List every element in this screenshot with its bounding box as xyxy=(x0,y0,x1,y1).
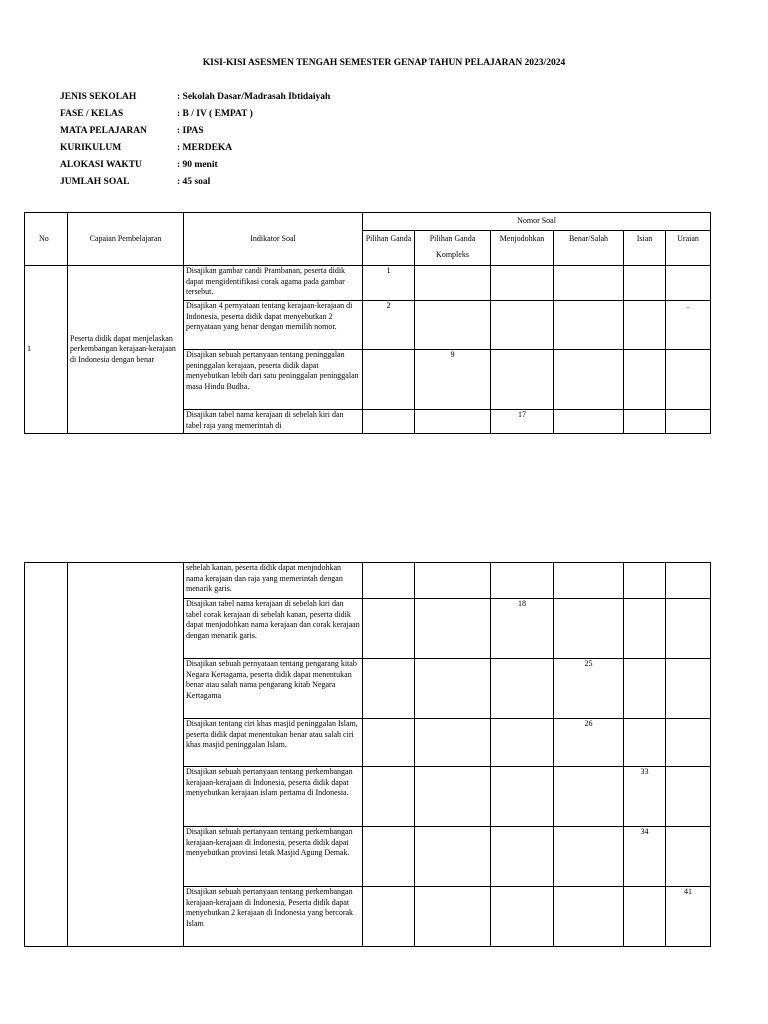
header-nomor-soal: Nomor Soal xyxy=(363,213,711,231)
mj-cell xyxy=(491,266,554,301)
kisi-kisi-table-page-2 xyxy=(24,562,711,947)
bs-cell xyxy=(554,350,624,410)
pgk-cell xyxy=(415,301,491,350)
is-cell xyxy=(624,719,666,767)
indikator-cell: Disajikan tabel nama kerajaan di sebelah kiri dan tabel raja yang memerintah di xyxy=(184,410,363,434)
meta-value: : 45 soal xyxy=(177,177,211,187)
pgk-cell xyxy=(415,719,491,767)
indikator-cell: Disajikan sebuah pertanyaan tentang perkembangan kerajaan-kerajaan di Indonesia, Peserta didik dapat menyebutkan 2 kerajaan di Indonesia yang bercorak Islam xyxy=(184,887,363,947)
pg-cell xyxy=(363,659,415,719)
meta-row-jenis-sekolah xyxy=(60,92,330,109)
header-indikator: Indikator Soal xyxy=(184,213,363,266)
indikator-cell: Disajikan sebuah pertanyaan tentang perkembangan kerajaan-kerajaan di Indonesia, peserta didik dapat menyebutkan provinsi letak Masjid Agung Demak. xyxy=(184,827,363,887)
capaian-cell: Peserta didik dapat menjelaskan perkembangan kerajaan-kerajaan di Indonesia dengan benar xyxy=(68,266,184,434)
meta-value: : Sekolah Dasar/Madrasah Ibtidaiyah xyxy=(177,92,331,102)
mj-cell: 17 xyxy=(491,410,554,434)
pg-cell xyxy=(363,410,415,434)
mj-cell xyxy=(491,827,554,887)
mj-cell xyxy=(491,887,554,947)
kisi-kisi-table-page-1 xyxy=(24,212,711,434)
meta-key: MATA PELAJARAN xyxy=(60,126,147,136)
is-cell: 34 xyxy=(624,827,666,887)
indikator-cell: Disajikan sebuah pertanyaan tentang perkembangan kerajaan-kerajaan di Indonesia, peserta didik dapat menyebutkan kerajaan islam pertama di Indonesia. xyxy=(184,767,363,827)
is-cell xyxy=(624,887,666,947)
is-cell: 33 xyxy=(624,767,666,827)
pgk-cell xyxy=(415,599,491,659)
meta-row-alokasi-waktu xyxy=(60,160,330,177)
indikator-cell: Disajikan gambar candi Prambanan, peserta didik dapat mengidentifikasi corak agama pada gambar tersebut. xyxy=(184,266,363,301)
is-cell xyxy=(624,659,666,719)
mj-cell xyxy=(491,301,554,350)
is-cell xyxy=(624,301,666,350)
pgk-cell xyxy=(415,410,491,434)
bs-cell xyxy=(554,599,624,659)
row-number-empty xyxy=(25,563,68,947)
bs-cell xyxy=(554,563,624,599)
ur-cell: 41 xyxy=(666,887,711,947)
header-pilihan-ganda-kompleks: Pilihan Ganda Kompleks xyxy=(415,231,491,266)
meta-row-jumlah-soal xyxy=(60,177,330,194)
meta-row-fase-kelas xyxy=(60,109,330,126)
document-meta xyxy=(60,92,330,194)
ur-cell xyxy=(666,767,711,827)
mj-cell xyxy=(491,563,554,599)
header-pilihan-ganda: Pilihan Ganda xyxy=(363,231,415,266)
indikator-cell: Disajikan tentang ciri khas masjid peninggalan Islam, peserta didik dapat menentukan benar atau salah ciri khas masjid peninggalan Islam. xyxy=(184,719,363,767)
pgk-cell xyxy=(415,659,491,719)
pg-cell xyxy=(363,599,415,659)
pg-cell: 1 xyxy=(363,266,415,301)
ur-cell xyxy=(666,827,711,887)
ur-cell: . xyxy=(666,301,711,350)
meta-key: FASE / KELAS xyxy=(60,109,124,119)
ur-cell xyxy=(666,659,711,719)
indikator-cell: Disajikan sebuah pernyataan tentang pengarang kitab Negara Kertagama, peserta didik dapat menentukan benar atau salah nama pengarang kitab Negara Kertagama xyxy=(184,659,363,719)
indikator-cell: Disajikan tabel nama kerajaan di sebelah kiri dan tabel corak kerajaan di sebelah kanan, peserta didik dapat menjodohkan nama kerajaan dan corak kerajaan dengan menarik garis. xyxy=(184,599,363,659)
bs-cell xyxy=(554,827,624,887)
meta-value: : B / IV ( EMPAT ) xyxy=(177,109,253,119)
ur-cell xyxy=(666,719,711,767)
is-cell xyxy=(624,266,666,301)
bs-cell xyxy=(554,767,624,827)
pg-cell xyxy=(363,719,415,767)
mj-cell xyxy=(491,767,554,827)
header-capaian: Capaian Pembelajaran xyxy=(68,213,184,266)
is-cell xyxy=(624,599,666,659)
header-isian: Isian xyxy=(624,231,666,266)
indikator-cell: Disajikan sebuah pertanyaan tentang peninggalan peninggalan kerajaan, peserta didik dapat menyebutkan lebih dari satu peninggalan peninggalan masa Hindu Budha. xyxy=(184,350,363,410)
meta-value: : IPAS xyxy=(177,126,204,136)
capaian-cell-empty xyxy=(68,563,184,947)
is-cell xyxy=(624,563,666,599)
meta-key: ALOKASI WAKTU xyxy=(60,160,142,170)
pg-cell: 2 xyxy=(363,301,415,350)
pg-cell xyxy=(363,827,415,887)
ur-cell xyxy=(666,350,711,410)
meta-row-mata-pelajaran xyxy=(60,126,330,143)
pgk-cell xyxy=(415,266,491,301)
document-title: KISI-KISI ASESMEN TENGAH SEMESTER GENAP TAHUN PELAJARAN 2023/2024 xyxy=(202,58,566,68)
indikator-cell: sebelah kanan, peserta didik dapat menjodohkan nama kerajaan dan raja yang memerintah dengan menarik garis. xyxy=(184,563,363,599)
meta-key: JENIS SEKOLAH xyxy=(60,92,137,102)
pg-cell xyxy=(363,767,415,827)
indikator-cell: Disajikan 4 pernyataan tentang kerajaan-kerajaan di Indonesia, peserta didik dapat menyebutkan 2 pernyataan yang benar dengan memilih nomor. xyxy=(184,301,363,350)
pgk-cell xyxy=(415,767,491,827)
pgk-cell: 9 xyxy=(415,350,491,410)
mj-cell xyxy=(491,350,554,410)
mj-cell xyxy=(491,719,554,767)
header-no: No xyxy=(25,213,68,266)
table-row xyxy=(25,563,711,599)
mj-cell xyxy=(491,659,554,719)
row-number: 1 xyxy=(25,266,68,434)
header-benar-salah: Benar/Salah xyxy=(554,231,624,266)
table-row xyxy=(25,266,711,301)
is-cell xyxy=(624,410,666,434)
bs-cell xyxy=(554,266,624,301)
is-cell xyxy=(624,350,666,410)
pgk-cell xyxy=(415,887,491,947)
meta-value: : MERDEKA xyxy=(177,143,233,153)
meta-key: JUMLAH SOAL xyxy=(60,177,130,187)
bs-cell: 26 xyxy=(554,719,624,767)
pg-cell xyxy=(363,563,415,599)
bs-cell xyxy=(554,301,624,350)
pg-cell xyxy=(363,350,415,410)
pgk-cell xyxy=(415,827,491,887)
ur-cell xyxy=(666,410,711,434)
ur-cell xyxy=(666,563,711,599)
header-uraian: Uraian xyxy=(666,231,711,266)
bs-cell: 25 xyxy=(554,659,624,719)
bs-cell xyxy=(554,410,624,434)
meta-key: KURIKULUM xyxy=(60,143,122,153)
meta-value: : 90 menit xyxy=(177,160,218,170)
ur-cell xyxy=(666,599,711,659)
meta-row-kurikulum xyxy=(60,143,330,160)
ur-cell xyxy=(666,266,711,301)
pgk-cell xyxy=(415,563,491,599)
bs-cell xyxy=(554,887,624,947)
mj-cell: 18 xyxy=(491,599,554,659)
header-menjodohkan: Menjodohkan xyxy=(491,231,554,266)
pg-cell xyxy=(363,887,415,947)
